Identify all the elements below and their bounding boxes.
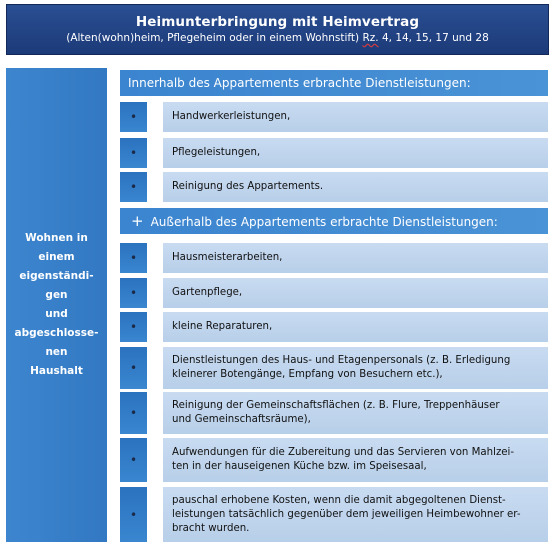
bullet-marker: • [120,347,147,389]
service-item-line: Gartenpflege, [172,287,243,298]
subtitle-rz: Rz. [362,32,379,44]
service-item-line: pauschal erhobene Kosten, wenn die damit abgegoltenen Dienst- [172,494,506,506]
bullet-marker: • [120,487,147,542]
bullet-marker: • [120,278,147,308]
section-heading-text: Innerhalb des Appartements erbrachte Dienstleistungen: [128,76,471,90]
category-column [6,68,107,542]
category-label-line: gen [45,289,68,301]
service-item [163,347,548,389]
service-item-line: bracht wurden. [172,522,250,534]
category-label-line: abgeschlosse- [14,327,99,339]
service-item-line: leistungen tatsächlich gegenüber dem jeweiligen Heimbewohner er- [172,508,521,520]
service-item-line: kleine Reparaturen, [172,321,273,332]
service-item-line: Hausmeisterarbeiten, [172,252,283,263]
service-item [163,138,548,168]
diagram-subtitle [7,32,548,44]
service-item-line: Pflegeleistungen, [172,147,261,158]
category-label-line: und [45,308,68,320]
title-box [6,4,549,55]
service-item [163,243,548,273]
section-heading [120,208,548,234]
bullet-marker: • [120,172,147,202]
bullet-marker: • [120,243,147,273]
category-label-line: nen [45,346,68,358]
service-item [163,312,548,342]
service-item-line: kleinerer Botengänge, Empfang von Besuchern etc.), [172,369,443,380]
subtitle-text: (Alten(wohn)heim, Pflegeheim oder in einem Wohnstift) [66,32,363,44]
diagram-title: Heimunterbringung mit Heimvertrag [135,14,420,30]
bullet-marker: • [120,438,147,482]
plus-icon: + [131,212,144,230]
bullet-marker: • [120,392,147,434]
bullet-marker: • [120,138,147,168]
service-item-line: Dienstleistungen des Haus- und Etagenpersonals (z. B. Erledigung [172,355,511,366]
section-heading-text: Außerhalb des Appartements erbrachte Dienstleistungen: [150,215,498,229]
section-heading [120,70,548,96]
category-label-line: Wohnen in [25,232,88,244]
bullet-marker: • [120,102,147,132]
category-label-line: einem [38,251,75,263]
category-label-line: Haushalt [30,365,83,377]
service-item-line: Reinigung der Gemeinschaftsflächen (z. B. Flure, Treppenhäuser [172,400,500,411]
category-label [15,229,99,381]
service-item-line: Reinigung des Appartements. [172,181,324,192]
service-item [163,438,548,482]
service-item [163,102,548,132]
bullet-marker: • [120,312,147,342]
service-item-line: und Gemeinschaftsräume), [172,414,311,425]
service-item [163,487,548,542]
service-item [163,392,548,434]
category-label-line: eigenständi- [19,270,94,282]
service-item-line: Handwerkerleistungen, [172,111,291,122]
service-item [163,278,548,308]
service-item [163,172,548,202]
service-item-line: ten in der hauseigenen Küche bzw. im Speisesaal, [172,461,427,472]
service-item-line: Aufwendungen für die Zubereitung und das Servieren von Mahlzei- [172,447,515,458]
subtitle-numbers: 4, 14, 15, 17 und 28 [378,32,489,44]
